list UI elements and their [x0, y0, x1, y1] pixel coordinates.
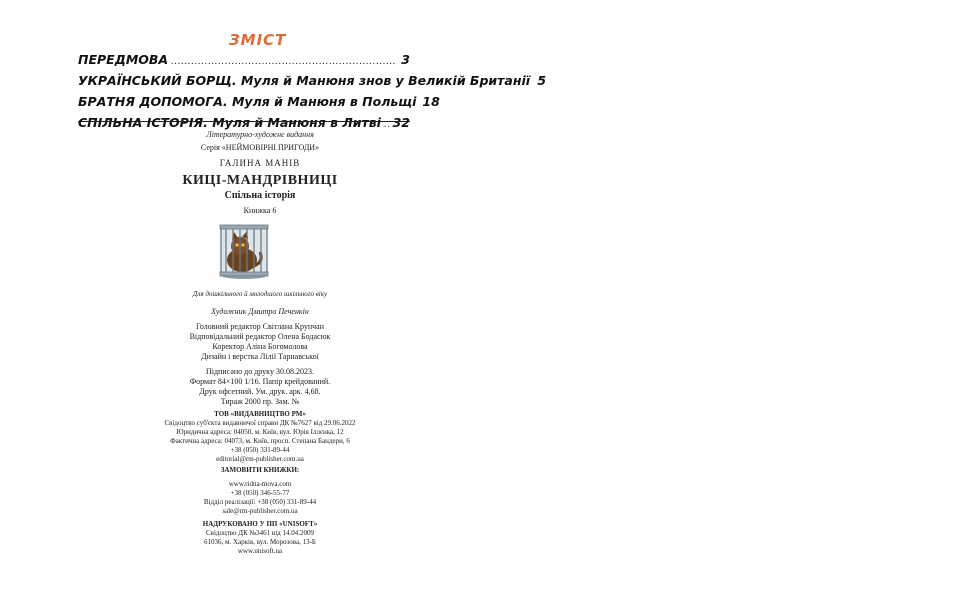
toc-item-page: 18: [422, 94, 440, 109]
proofreader: Коректор Аліна Богомолова: [212, 342, 308, 351]
book-number: Книжка 6: [243, 206, 277, 215]
toc-item-title: СПІЛЬНА ІСТОРІЯ. Муля й Манюня в Литві: [78, 115, 381, 130]
toc-item-page: 5: [537, 73, 547, 88]
illustrator: Художник Дмитро Печенкін: [211, 307, 309, 316]
caged-cat-illustration: [218, 222, 270, 280]
printer-site: www.unisoft.ua: [237, 547, 283, 555]
toc-item-page: 3: [401, 52, 410, 67]
toc-item-title: УКРАЇНСЬКИЙ БОРЩ. Муля й Манюня знов у Великій Британії: [78, 73, 531, 88]
print-run: Тираж 2000 пр. Зам. №: [220, 397, 300, 406]
publisher-phone: +38 (050) 331-89-44: [230, 446, 290, 454]
printer-address: 61036, м. Харків, вул. Морозова, 13-Б: [204, 538, 316, 546]
actual-address: Фактична адреса: 04073, м. Київ, просп. Степана Бандери, 6: [170, 437, 350, 445]
toc-item-page: 32: [392, 115, 410, 130]
edition-type: Літературно-художнє видання: [206, 130, 314, 139]
order-phone: +38 (050) 346-55-77: [230, 489, 290, 497]
chief-editor: Головний редактор Світлана Крупчан: [195, 322, 325, 331]
printed-by: НАДРУКОВАНО У ПП «UNISOFT»: [202, 520, 318, 528]
print-type: Друк офсетний. Ум. друк. арк. 4,68.: [199, 387, 321, 396]
publisher-cert: Свідоцтво суб'єкта видавничої справи ДК №7627 від 29.06.2022: [164, 419, 356, 427]
sales-email: sale@rm-publisher.com.ua: [222, 507, 298, 515]
publisher-name: ТОВ «ВИДАВНИЦТВО РМ»: [214, 410, 306, 418]
toc-item-title: БРАТНЯ ДОПОМОГА. Муля й Манюня в Польщі: [78, 94, 417, 109]
author: ГАЛИНА МАНІВ: [219, 158, 301, 168]
printer-cert: Свідоцтво ДК №3461 від 14.04.2009: [206, 529, 314, 537]
designer: Дизайн і верстка Лілії Тарнавської: [201, 352, 319, 361]
book-subtitle: Спільна історія: [224, 190, 296, 201]
signed-date: Підписано до друку 30.08.2023.: [206, 367, 314, 376]
toc-item-title: ПЕРЕДМОВА: [78, 52, 169, 67]
series: Серія «НЕЙМОВІРНІ ПРИГОДИ»: [200, 143, 320, 152]
legal-address: Юридична адреса: 04050, м. Київ, вул. Юрія Іллєнка, 12: [176, 428, 344, 436]
imprint-block: [100, 0, 420, 597]
publisher-email: editorial@rm-publisher.com.ua: [216, 455, 304, 463]
book-title: КИЦІ-МАНДРІВНИЦІ: [182, 173, 338, 188]
print-format: Формат 84×100 1/16. Папір крейдований.: [189, 377, 331, 386]
sales-dept: Відділ реалізації: +38 (050) 331-89-44: [203, 498, 317, 506]
toc-heading: ЗМІСТ: [229, 31, 287, 49]
order-site: www.ridna-mova.com: [228, 480, 292, 488]
audience: Для дошкільного й молодшого шкільного віку: [192, 290, 328, 298]
responsible-editor: Відповідальний редактор Олена Бодасюк: [189, 332, 331, 341]
order-heading: ЗАМОВИТИ КНИЖКИ:: [220, 466, 300, 474]
